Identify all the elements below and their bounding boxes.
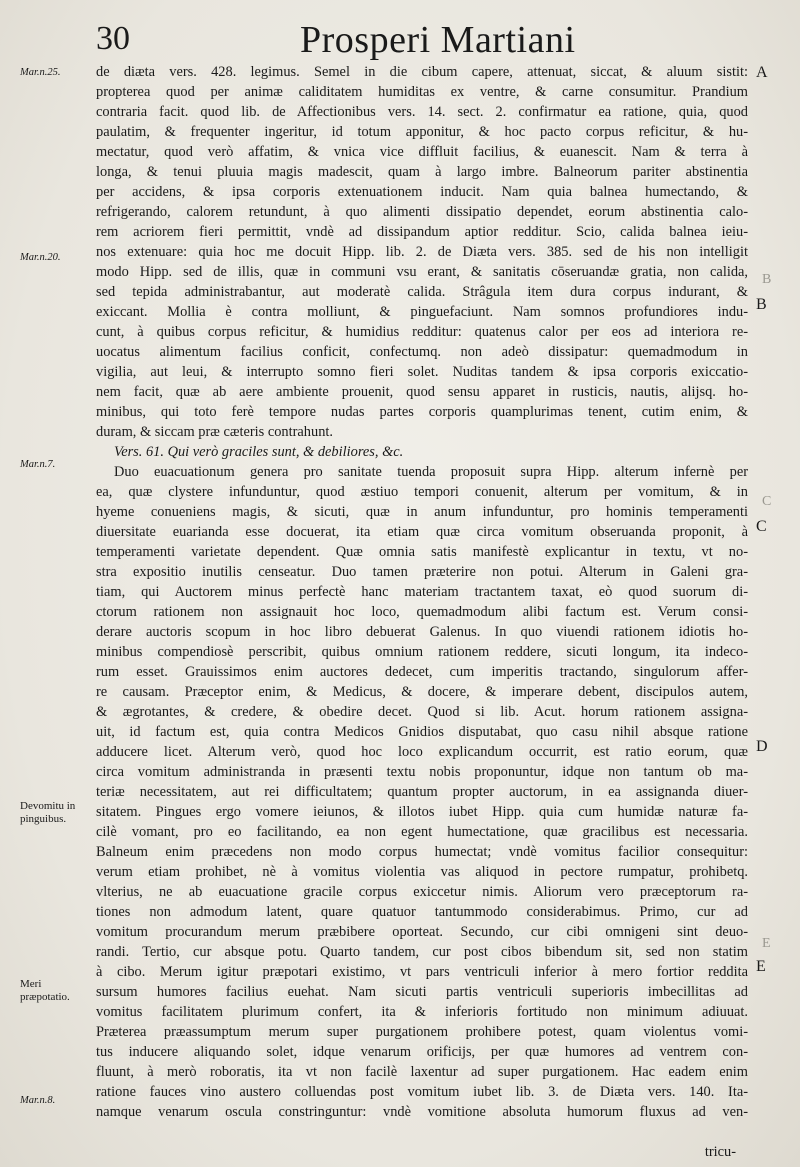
text-line: modo Hipp. sed de illis, quæ in communi vsu erant, & sanitatis cōseruandæ gratia, non calida, [96,264,748,280]
margin-note: Mar.n.8. [20,1095,56,1106]
text-line: mectatur, quod verò affatim, & vnica vice diffluit facilius, & euanescit. Nam & terra à [96,144,748,160]
margin-note: Mar.n.20. [20,252,61,263]
side-letter: E [762,936,771,951]
text-line: ratione fauces vino austero colluendas post vomitum iubet lib. 3. de Diæta vers. 140. Ita- [96,1084,748,1100]
page-header [0,16,800,62]
text-line: rum esset. Grauissimos enim auctores dedecet, cum imperitis tractando, singulorum affer- [96,664,748,680]
text-line: tus inducere aliquando solet, idque venarum orificijs, per quæ humores ad ventrem con- [96,1044,748,1060]
text-line: à cibo. Merum igitur præpotari existimo, vt pars ventriculi inferior à mero fortior reddita [96,964,748,980]
text-line: nos extenuare: quia hoc me docuit Hipp. lib. 2. de Diæta vers. 385. sed de his non intelligit [96,244,748,260]
text-line: adducere licet. Alterum verò, quod hoc loco explicandum occurrit, est ratio eorum, quæ [96,744,748,760]
text-line: duram, & siccam præ cæteris contrahunt. [96,424,333,440]
side-letter: A [756,64,768,81]
text-line: verum etiam prohibet, nè à vomitus violentia vas aliquod in pectore rumpatur, prohibetq. [96,864,748,880]
text-line: diuersitate euarianda esse docuerat, ita etiam quæ circa vomitum obseruanda proponit, à [96,524,748,540]
text-line: paulatim, & frequenter ingeritur, id totum apponitur, & hoc pacto corpus reficitur, & hu- [96,124,748,140]
text-line: randi. Tertio, cur absque potu. Quarto tandem, cur post cibos bibendum sit, sed non statim [96,944,748,960]
text-line: Balneum enim præcedens non modo corpus humectat; vndè vomitus facilior consequitur: [96,844,748,860]
margin-note: Meri præpotatio. [20,978,70,1003]
text-line: de diæta vers. 428. legimus. Semel in die cibum capere, attenuat, siccat, & aluum sistit: [96,64,748,80]
text-line: uit, id factum est, quia contra Medicos Gnidios disputabat, quo casu nihil absque ratione [96,724,748,740]
text-line: cilè vomant, pro eo facilitando, ea non egent humectatione, quæ gracilibus est necessaria. [96,824,748,840]
text-line: teriæ necessitatem, aut rei difficultatem; quantum propter auctorum, in ea assignanda diuer- [96,784,748,800]
text-line: stra expositio inutilis censeatur. Duo tamen præterire non potui. Alterum in Galeni gra- [96,564,748,580]
text-line: Præterea præassumptum merum super purgationem prohibere potest, quam violentus vomi- [96,1024,748,1040]
text-line: fluunt, à merò roboratis, ita vt non facilè laxentur ad super purgationem. Hac eadem enim [96,1064,748,1080]
side-letter: C [756,518,767,535]
text-line: minibus, qui toto ferè tempore nudas partes corporis quamplurimas tenent, cutim enim, & [96,404,748,420]
text-line: tiam, qui Auctorem minus perfectè hanc materiam tractantem taxat, eò quod suorum di- [96,584,748,600]
text-line: sursum humores facilius euehat. Nam sicuti partis ventriculi superioris imbecillitas ad [96,984,748,1000]
text-line: cunt, à quibus corpus reficitur, & humidius redditur: quatenus calor per eos ad interiora re- [96,324,748,340]
text-line: vlterius, ne ab euacuatione gracile corpus exiccetur nimis. Aliorum vero præceptorum ra- [96,884,748,900]
side-letter: E [756,958,766,975]
text-line: contraria facit. quod lib. de Affectionibus vers. 14. sect. 2. confirmatur ea ratione, quia, quod [96,104,748,120]
text-line: & ægrotantes, & credere, & obedire decet. Quod si lib. Acut. horum rationem assigna- [96,704,748,720]
text-line: propterea quod per animæ caliditatem humiditas ex ventre, & carne consumitur. Prandium [96,84,748,100]
text-line: sitatem. Pingues ergo vomere ieiunos, & illotos iubet Hipp. quia cum humidæ naturæ fa- [96,804,748,820]
text-line: hyeme conueniens magis, & sicuti, quæ in anum infunduntur, pro hominis temperamenti [96,504,748,520]
text-line: vomitus facilitatem plurimum confert, ita & inferioris fortitudo non minimum adiuuat. [96,1004,748,1020]
margin-note: Mar.n.7. [20,459,56,470]
text-line: namque venarum oscula constringuntur: vndè vomitione absoluta humorum fluxus ad ven- [96,1104,748,1120]
text-line: minibus compendiosè perscribit, quibus omnium rationem reddere, sicuti longum, ita indeco- [96,644,748,660]
text-line: refrigerando, calorem retundunt, à quo alimenti dissipatio dependet, eorum abstinentia calo- [96,204,748,220]
margin-note: Devomitu in pinguibus. [20,800,76,825]
text-line: longa, & tenui pluuia magis madescit, quam à largo imbre. Balneorum pariter abstinentia [96,164,748,180]
text-line [96,1122,748,1142]
verse-heading: Vers. 61. Qui verò graciles sunt, & debiliores, &c. [114,444,404,460]
text-line: per accidens, & ipsa corporis extenuationem inducit. Nam quia balnea humectando, & [96,184,748,200]
catchword: tricu- [704,1144,736,1160]
text-line: vomitum procurandum merum præbibere oporteat. Secundo, cur cibi omnigeni sint deuo- [96,924,748,940]
text-line: circa vomitum administranda in præsenti textu nobis proponuntur, idque non tantum ob ma- [96,764,748,780]
page-number: 30 [96,20,130,57]
running-title: Prosperi Martiani [300,19,576,61]
side-letter: C [762,494,772,509]
text-line: temperamenti varietate dependent. Quæ omnia satis manifestè explicantur in textu, vt no- [96,544,748,560]
side-letter: B [762,272,772,287]
text-line: uocatus alimentum facilius conficit, confectumq. non adeò dissipatur: quemadmodum in [96,344,748,360]
text-line: tiones non admodum latent, quare quatuor tantummodo considerabimus. Primo, cur ad [96,904,748,920]
text-line: rem acriorem fieri permittit, vndè ad dissipandum aptior redditur. Scio, calida balnea ieiu- [96,224,748,240]
text-line: re causam. Præceptor enim, & Medicus, & docere, & imperare debent, discipulos autem, [96,684,748,700]
margin-note: Mar.n.25. [20,67,61,78]
text-line: ctorum rationem non assignauit hoc loco, quemadmodum alibi factum est. Verum consi- [96,604,748,620]
text-line: ea, quæ clystere infunduntur, quod æstiuo tempori conuenit, alterum per vomitum, & in [96,484,748,500]
text-line: nem facit, quæ ab aere ambiente prouenit, quod sensu apparet in rusticis, nautis, alijsq. ho- [96,384,748,400]
text-line: Duo euacuationum genera pro sanitate tuenda proposuit supra Hipp. alterum infernè per [114,464,748,480]
text-line: vigilia, aut leui, & interrupto somno fieri solet. Nuditas tandem & ipsa corporis exiccatio- [96,364,748,380]
text-line: sed tepida administrabantur, aut moderatè calida. Strâgula item dura corpus indurant, & [96,284,748,300]
text-line: exiccant. Mollia è contra molliunt, & pinguefaciunt. Nam somnos profundiores indu- [96,304,748,320]
side-letter: D [756,738,768,755]
text-line: derare auctoris scopum in hoc libro debuerat Galenus. In quo viuendi rationem idiotis ho- [96,624,748,640]
side-letter: B [756,296,767,313]
